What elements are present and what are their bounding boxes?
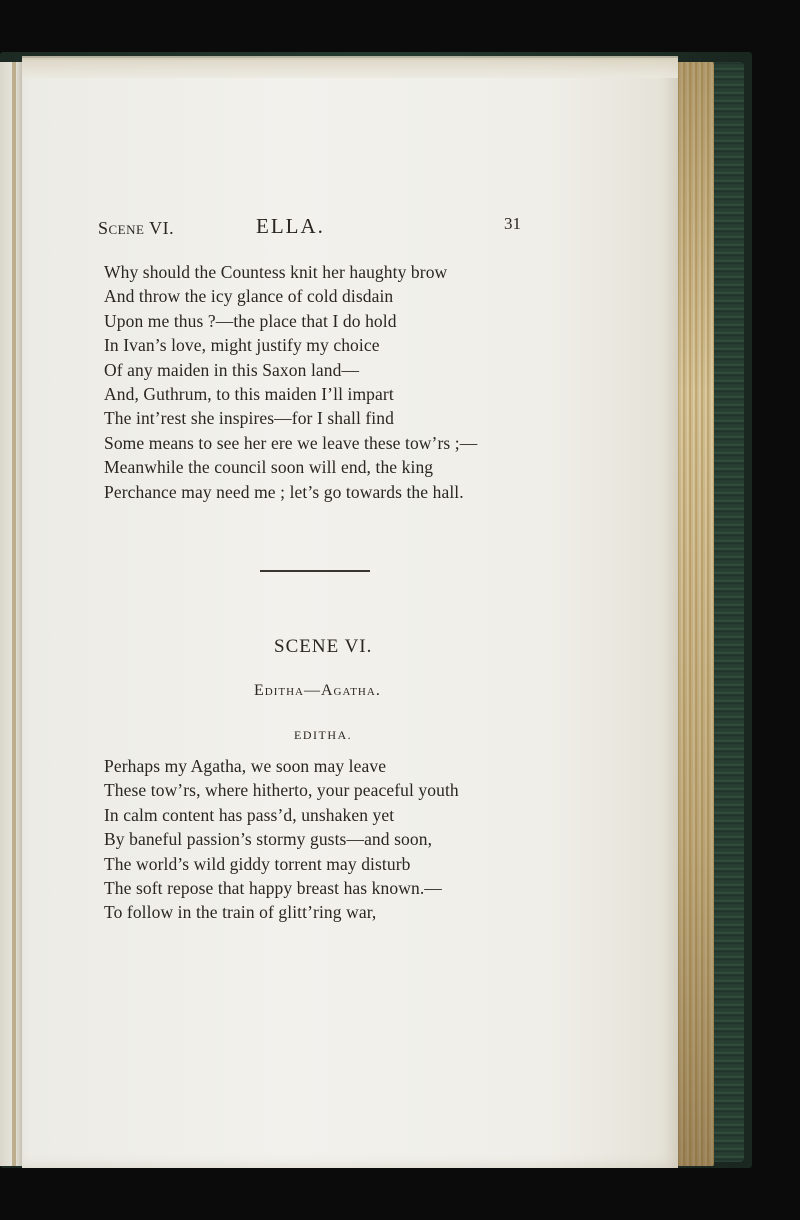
verse-line: And, Guthrum, to this maiden I’ll impart bbox=[104, 384, 394, 405]
speaker-name: EDITHA. bbox=[294, 728, 353, 742]
verse-line: Perhaps my Agatha, we soon may leave bbox=[104, 756, 387, 776]
verse-line: By baneful passion’s stormy gusts—and soon, bbox=[104, 829, 433, 850]
verse-line: To follow in the train of glitt’ring war, bbox=[104, 902, 377, 923]
section-divider-rule bbox=[260, 570, 370, 572]
verse-line: The world’s wild giddy torrent may disturb bbox=[104, 853, 411, 874]
verse-line: The soft repose that happy breast has known.— bbox=[104, 878, 442, 899]
running-head bbox=[98, 214, 528, 244]
verse-block-bottom bbox=[104, 754, 524, 925]
scene-characters: Editha—Agatha. bbox=[254, 682, 381, 699]
verse-line: In Ivan’s love, might justify my choice bbox=[104, 335, 380, 356]
verse-line: The int’rest she inspires—for I shall find bbox=[104, 408, 394, 429]
verse-block-top bbox=[104, 260, 524, 504]
verse-line: Of any maiden in this Saxon land— bbox=[104, 359, 360, 380]
verse-line: Why should the Countess knit her haughty brow bbox=[104, 262, 448, 282]
verse-line: These tow’rs, where hitherto, your peaceful youth bbox=[104, 780, 459, 801]
verse-line: Some means to see her ere we leave these tow’rs ;— bbox=[104, 432, 478, 453]
previous-page-gutter bbox=[12, 62, 16, 1166]
verse-line: In calm content has pass’d, unshaken yet bbox=[104, 804, 395, 825]
page-top-edge bbox=[22, 56, 678, 78]
running-head-scene: Scene VI. bbox=[98, 218, 175, 238]
running-head-title: ELLA. bbox=[256, 214, 325, 238]
page-number: 31 bbox=[504, 214, 521, 233]
verse-line: Upon me thus ?—the place that I do hold bbox=[104, 310, 397, 331]
verse-line: Meanwhile the council soon will end, the king bbox=[104, 457, 434, 478]
verse-line: Perchance may need me ; let’s go towards the hall. bbox=[104, 481, 464, 502]
verse-line: And throw the icy glance of cold disdain bbox=[104, 286, 394, 307]
scene-heading: SCENE VI. bbox=[274, 636, 373, 657]
